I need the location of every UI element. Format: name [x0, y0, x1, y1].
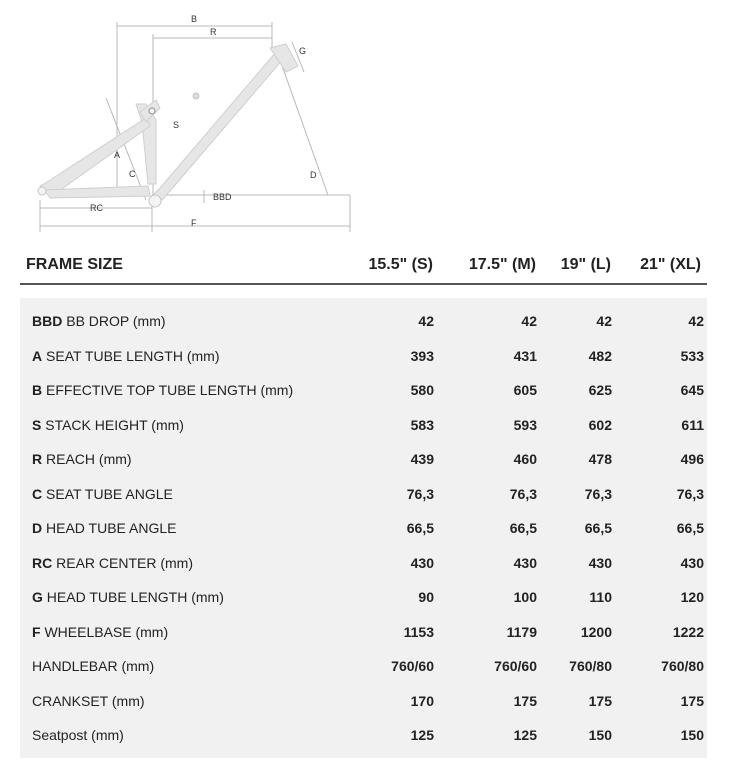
label-d: D — [310, 170, 317, 180]
row-value: 110 — [589, 589, 612, 605]
row-code: F — [32, 623, 41, 640]
row-value: 120 — [680, 589, 704, 605]
size-xl-heading: 21" (XL) — [640, 256, 701, 273]
label-f: F — [191, 218, 197, 228]
row-value: 593 — [513, 416, 537, 433]
size-s-heading: 15.5" (S) — [368, 256, 433, 273]
row-label — [32, 624, 168, 640]
row-value: 42 — [418, 313, 434, 329]
row-value: 76,3 — [584, 485, 612, 502]
row-value: 76,3 — [676, 485, 704, 502]
row-code: C — [32, 485, 43, 502]
row-label-text: REAR CENTER (mm) — [56, 554, 194, 571]
row-code: BBD — [32, 313, 63, 329]
row-value: 533 — [680, 347, 704, 364]
row-label-text: STACK HEIGHT (mm) — [45, 416, 184, 433]
row-label-text: CRANKSET (mm) — [32, 692, 145, 709]
row-label-text: HEAD TUBE LENGTH (mm) — [46, 589, 224, 605]
row-label-text: REACH (mm) — [46, 451, 132, 467]
row-value: 150 — [680, 727, 704, 743]
row-value: 125 — [513, 727, 537, 743]
size-m-heading: 17.5" (M) — [468, 256, 536, 273]
table-header — [20, 248, 707, 282]
row-value: 430 — [513, 554, 537, 571]
row-value: 66,5 — [406, 520, 434, 536]
row-label-text: EFFECTIVE TOP TUBE LENGTH (mm) — [46, 382, 294, 398]
row-label-text: BB DROP (mm) — [66, 313, 166, 329]
table-row — [20, 684, 707, 718]
row-value: 90 — [418, 589, 434, 605]
row-value: 460 — [513, 451, 537, 467]
row-label-text: HEAD TUBE ANGLE — [46, 520, 177, 536]
table-row — [20, 304, 707, 338]
table-row — [20, 718, 707, 752]
row-label — [32, 417, 184, 433]
label-rc: RC — [90, 203, 103, 213]
row-label — [32, 486, 173, 502]
row-value: 76,3 — [509, 485, 537, 502]
table-row — [20, 615, 707, 649]
row-value: 760/80 — [569, 658, 612, 674]
row-label — [32, 520, 176, 536]
row-label-text: WHEELBASE (mm) — [44, 623, 169, 640]
table-row — [20, 408, 707, 442]
row-value: 645 — [680, 382, 704, 398]
table-row — [20, 511, 707, 545]
row-value: 42 — [596, 313, 612, 329]
row-value: 605 — [513, 382, 537, 398]
table-row — [20, 546, 707, 580]
header-divider — [20, 283, 707, 285]
label-bbd: BBD — [213, 192, 232, 202]
row-code: D — [32, 520, 43, 536]
row-label-text: SEAT TUBE LENGTH (mm) — [46, 347, 220, 364]
row-value: 150 — [588, 727, 612, 743]
row-code: G — [32, 589, 43, 605]
table-row — [20, 339, 707, 373]
row-code: B — [32, 382, 43, 398]
row-label — [32, 658, 154, 674]
row-code: R — [32, 451, 43, 467]
row-value: 125 — [410, 727, 434, 743]
label-s: S — [173, 120, 180, 130]
table-row — [20, 477, 707, 511]
table-row — [20, 442, 707, 476]
label-a: A — [114, 150, 121, 160]
row-value: 42 — [521, 313, 537, 329]
row-value: 1222 — [672, 623, 704, 640]
label-r: R — [210, 27, 217, 37]
label-g: G — [299, 46, 307, 56]
row-value: 66,5 — [584, 520, 612, 536]
row-code: RC — [32, 554, 53, 571]
row-value: 430 — [588, 554, 612, 571]
table-row — [20, 649, 707, 683]
row-label — [32, 313, 166, 329]
row-label-text: Seatpost (mm) — [32, 727, 124, 743]
row-value: 66,5 — [509, 520, 537, 536]
row-label — [32, 382, 293, 398]
row-value: 760/80 — [661, 658, 704, 674]
row-value: 625 — [588, 382, 612, 398]
row-value: 1179 — [506, 623, 537, 640]
table-row — [20, 373, 707, 407]
row-value: 602 — [588, 416, 612, 433]
row-value: 431 — [513, 347, 537, 364]
table-row — [20, 580, 707, 614]
row-value: 42 — [688, 313, 704, 329]
row-value: 611 — [681, 416, 704, 433]
frame-size-heading: FRAME SIZE — [26, 256, 123, 273]
label-c: C — [129, 169, 136, 179]
size-l-heading: 19" (L) — [560, 256, 611, 273]
row-label — [32, 693, 145, 709]
row-value: 430 — [410, 554, 434, 571]
row-value: 760/60 — [494, 658, 537, 674]
row-code: A — [32, 347, 43, 364]
row-value: 1200 — [580, 623, 612, 640]
label-b: B — [191, 14, 198, 24]
row-value: 175 — [513, 692, 537, 709]
row-value: 1153 — [403, 623, 434, 640]
row-value: 430 — [680, 554, 704, 571]
row-value: 580 — [410, 382, 434, 398]
row-label — [32, 727, 124, 743]
row-value: 175 — [588, 692, 612, 709]
row-value: 583 — [410, 416, 434, 433]
row-value: 66,5 — [676, 520, 704, 536]
row-value: 482 — [588, 347, 612, 364]
row-label — [32, 589, 224, 605]
row-value: 760/60 — [391, 658, 434, 674]
row-value: 496 — [680, 451, 704, 467]
row-label — [32, 555, 193, 571]
row-value: 76,3 — [406, 485, 434, 502]
row-label — [32, 348, 219, 364]
row-value: 175 — [680, 692, 704, 709]
row-value: 393 — [410, 347, 434, 364]
row-label — [32, 451, 132, 467]
row-code: S — [32, 416, 42, 433]
row-value: 100 — [513, 589, 537, 605]
frame-geometry-diagram — [0, 0, 729, 240]
row-label-text: SEAT TUBE ANGLE — [46, 485, 173, 502]
row-label-text: HANDLEBAR (mm) — [32, 658, 155, 674]
row-value: 170 — [410, 692, 434, 709]
row-value: 439 — [410, 451, 434, 467]
row-value: 478 — [588, 451, 612, 467]
